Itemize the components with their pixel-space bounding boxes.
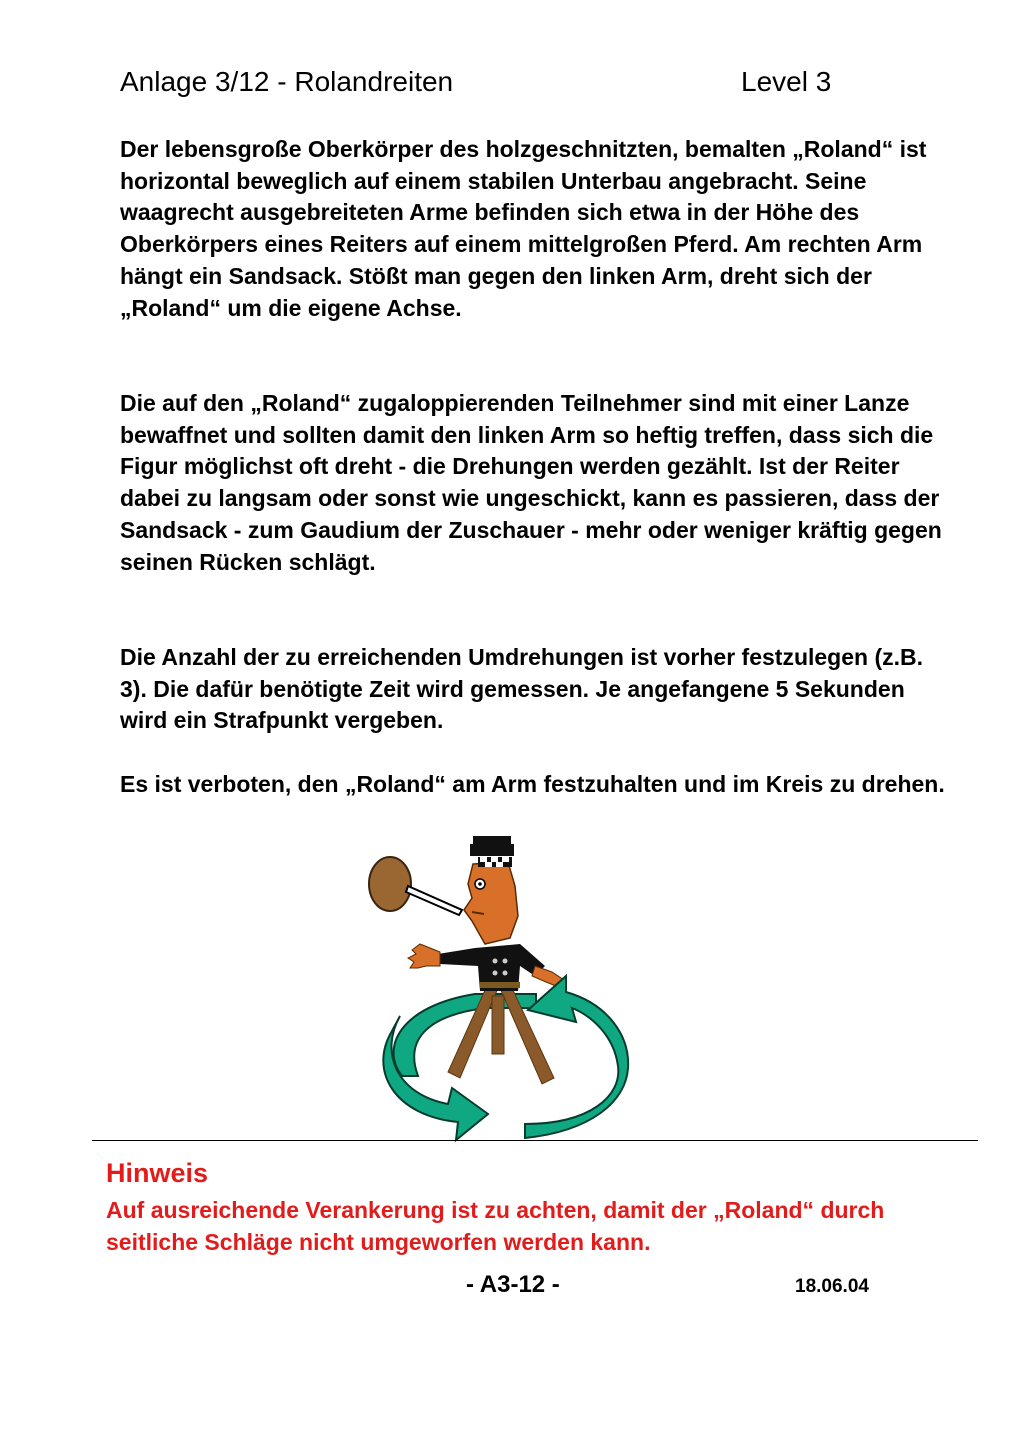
document-date: 18.06.04 [795,1276,869,1297]
document-title: Anlage 3/12 - Rolandreiten [120,66,454,97]
sandbag-icon [369,857,411,911]
paragraph-procedure: Die auf den „Roland“ zugaloppierenden Teilnehmer sind mit einer Lanze bewaffnet und sollten damit den linken Arm so heftig treffen, dass sich die Figur möglichst oft dreht - die Drehungen werden gezählt. Ist der Reiter dabei zu langsam oder sonst wie ungeschickt, kann es passieren, dass der Sandsack - zum Gaudium der Zuschauer - mehr oder weniger kräftig gegen seinen Rücken schlägt. [120,390,942,575]
hinweis-text: Auf ausreichende Verankerung ist zu achten, damit der „Roland“ durch seitliche Schläge nicht umgeworfen werden kann. [106,1197,885,1255]
roland-body [408,836,564,991]
paragraph-scoring: Die Anzahl der zu erreichenden Umdrehungen ist vorher festzulegen (z.B. 3). Die dafür benötigte Zeit wird gemessen. Je angefangene 5 Sekunden wird ein Strafpunkt vergeben. [120,644,924,734]
paragraph-rule: Es ist verboten, den „Roland“ am Arm festzuhalten und im Kreis zu drehen. [120,771,945,797]
roland-figure-illustration [360,826,640,1144]
level-label: Level 3 [741,66,832,97]
sandbag-arm-stick [406,886,462,915]
hinweis-heading: Hinweis [106,1158,209,1188]
section-divider [92,1140,978,1141]
paragraph-description: Der lebensgroße Oberkörper des holzgeschnitzten, bemalten „Roland“ ist horizontal beweglich auf einem stabilen Unterbau angebracht. Seine waagrecht ausgebreiteten Arme befinden sich etwa in der Höhe des Oberkörpers eines Reiters auf einem mittelgroßen Pferd. Am rechten Arm hängt ein Sandsack. Stößt man gegen den linken Arm, dreht sich der „Roland“ um die eigene Achse. [120,136,927,321]
page-number: - A3-12 - [466,1271,560,1298]
